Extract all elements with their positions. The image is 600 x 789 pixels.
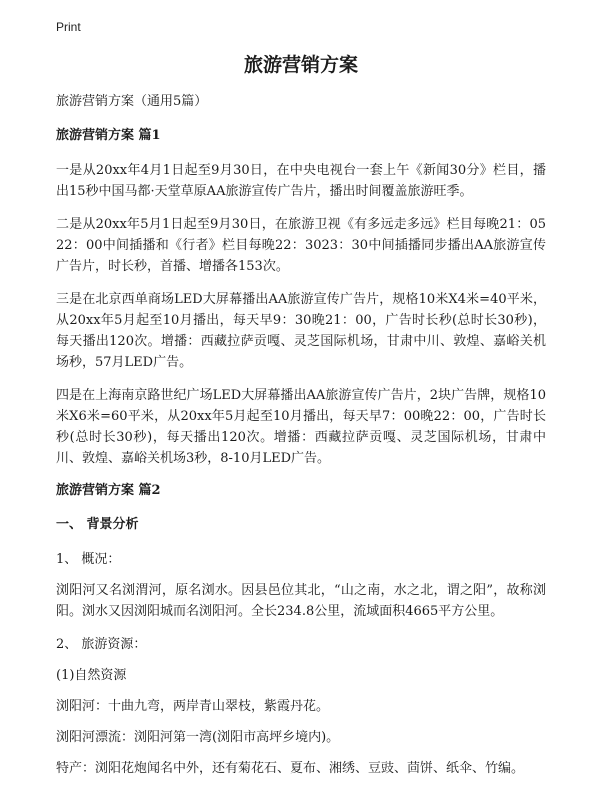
paragraph: 浏阳河漂流：浏阳河第一湾(浏阳市高坪乡境内)。 [56,730,340,745]
section-heading-1: 旅游营销方案 篇1 [56,128,161,143]
section-heading-2: 旅游营销方案 篇2 [56,483,161,498]
paragraph: 特产：浏阳花炮闻名中外，还有菊花石、夏布、湘绣、豆豉、茴饼、纸伞、竹编。 [56,761,525,776]
paragraph: 浏阳河又名浏渭河，原名浏水。因县邑位其北，“山之南，水之北，谓之阳”，故称浏阳。浏水又因浏阳城而名浏阳河。全长234.8公里，流域面积4665平方公里。 [56,583,546,619]
document-page [56,52,546,789]
item-title: 2、 旅游资源： [56,637,147,652]
item-subtitle: (1)自然资源 [56,668,127,683]
document-subtitle: 旅游营销方案（通用5篇） [56,94,208,109]
paragraph: 一是从20xx年4月1日起至9月30日，在中央电视台一套上午《新闻30分》栏目，播出15秒中国马都·天堂草原AA旅游宣传广告片，播出时间覆盖旅游旺季。 [56,163,546,199]
item-title: 1、 概况： [56,552,121,567]
paragraph: 二是从20xx年5月1日起至9月30日，在旅游卫视《有多远走多远》栏目每晚21：0522：00中间插播和《行者》栏目每晚22：3023：30中间插播同步播出AA旅游宣传广告片，时长秒，首播、增播各153次。 [56,217,546,274]
print-link[interactable]: Print [56,20,81,34]
paragraph: 三是在北京西单商场LED大屏幕播出AA旅游宣传广告片，规格10米X4米=40平米，从20xx年5月起至10月播出，每天早9：30晚21：00，广告时长秒(总时长30秒)，每天播出120次。增播：西藏拉萨贡嘎、灵芝国际机场，甘肃中川、敦煌、嘉峪关机场秒，57月LED广告。 [56,292,546,370]
sub-heading-background: 一、 背景分析 [56,517,139,532]
paragraph: 浏阳河：十曲九弯，两岸青山翠枝，紫霞丹花。 [56,699,330,714]
document-title: 旅游营销方案 [243,54,358,76]
paragraph: 四是在上海南京路世纪广场LED大屏幕播出AA旅游宣传广告片，2块广告牌，规格10米X6米=60平米，从20xx年5月起至10月播出，每天早7：00晚22：00，广告时长秒(总时长30秒)，每天播出120次。增播：西藏拉萨贡嘎、灵芝国际机场，甘肃中川、敦煌、嘉峪关机场3秒，8-10月LED广告。 [56,388,546,466]
